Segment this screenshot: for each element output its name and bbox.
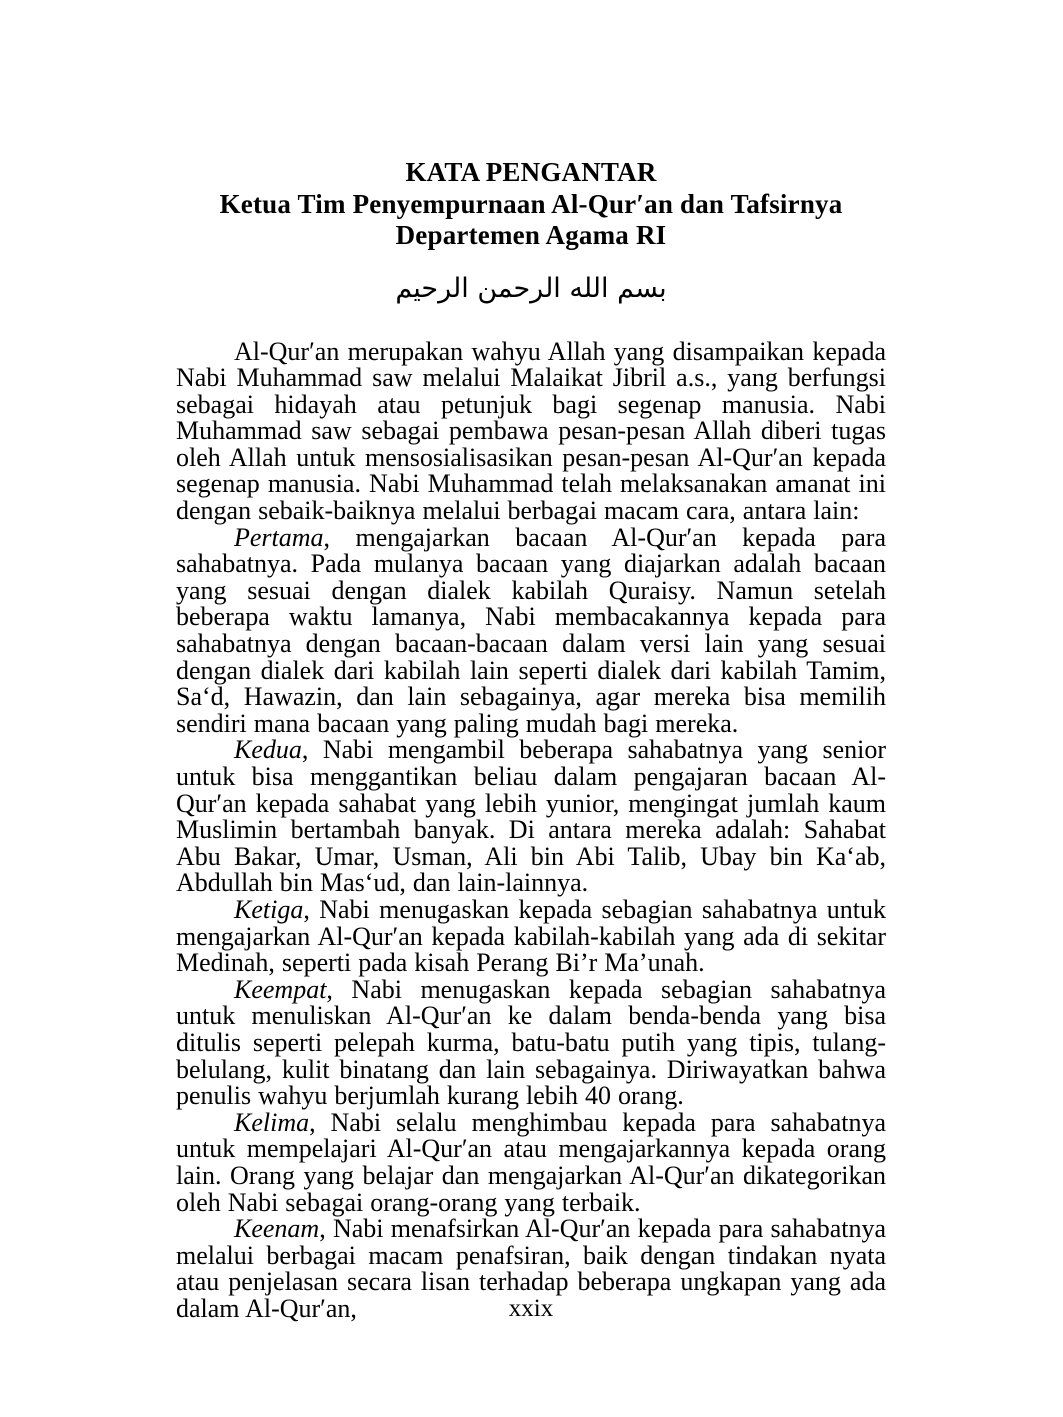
paragraph-body: , Nabi menugaskan kepada sebagian sahabatnya untuk mengajarkan Al-Qur′an kepada kabilah-kabilah yang ada di sekitar Medinah, seperti pada kisah Perang Bi’r Ma’unah.	[176, 894, 886, 978]
heading-institution: Departemen Agama RI	[395, 220, 667, 250]
heading-subtitle: Ketua Tim Penyempurnaan Al-Qur′an dan Tafsirnya	[219, 188, 843, 219]
paragraph-ketiga	[176, 894, 886, 978]
paragraph-lead: Kelima	[234, 1107, 310, 1137]
document-heading	[176, 157, 886, 252]
paragraph-kelima	[176, 1107, 886, 1217]
paragraph-body: , Nabi menafsirkan Al-Qur′an kepada para sahabatnya melalui berbagai macam penafsiran, baik dengan tindakan nyata atau penjelasan secara lisan terhadap beberapa ungkapan yang ada dalam Al-Qur′an,	[176, 1214, 886, 1323]
paragraph-body: Al-Qur′an merupakan wahyu Allah yang disampaikan kepada Nabi Muhammad saw melalui Malaikat Jibril a.s., yang berfungsi sebagai hidayah atau petunjuk bagi segenap manusia. Nabi Muhammad saw sebagai pembawa pesan-pesan Allah diberi tugas oleh Allah untuk mensosialisasikan pesan-pesan Al-Qur′an kepada segenap manusia. Nabi Muhammad telah melaksanakan amanat ini dengan sebaik-baiknya melalui berbagai macam cara, antara lain:	[176, 336, 886, 526]
paragraph-lead: Kedua	[234, 735, 302, 765]
page-content	[176, 157, 886, 1322]
paragraph-lead: Ketiga	[234, 894, 304, 924]
heading-title: KATA PENGANTAR	[405, 157, 657, 187]
paragraph-pertama	[176, 522, 886, 738]
page-footer	[176, 1295, 886, 1323]
paragraph-lead: Keempat	[234, 974, 327, 1004]
paragraph-kedua	[176, 737, 886, 897]
page-number: xxix	[508, 1295, 554, 1322]
paragraph-lead: Pertama	[234, 522, 324, 552]
bismillah-text: بسم الله الرحمن الرحيم	[395, 272, 667, 304]
paragraph-keempat	[176, 974, 886, 1111]
paragraph-body: , Nabi menugaskan kepada sebagian sahabatnya untuk menuliskan Al-Qur′an ke dalam benda-benda yang bisa ditulis seperti pelepah kurma, batu-batu putih yang tipis, tulang-belulang, kulit binatang dan lain sebagainya. Diriwayatkan bahwa penulis wahyu berjumlah kurang lebih 40 orang.	[176, 974, 886, 1111]
paragraph-lead: Keenam	[234, 1214, 320, 1244]
paragraph-body: , mengajarkan bacaan Al-Qur′an kepada para sahabatnya. Pada mulanya bacaan yang diajarkan adalah bacaan yang sesuai dengan dialek kabilah Quraisy. Namun setelah beberapa waktu lamanya, Nabi membacakannya kepada para sahabatnya dengan bacaan-bacaan dalam versi lain yang sesuai dengan dialek dari kabilah lain seperti dialek dari kabilah Tamim, Sa‘d, Hawazin, dan lain sebagainya, agar mereka bisa memilih sendiri mana bacaan yang paling mudah bagi mereka.	[176, 522, 886, 738]
paragraph-body: , Nabi selalu menghimbau kepada para sahabatnya untuk mempelajari Al-Qur′an atau mengajarkannya kepada orang lain. Orang yang belajar dan mengajarkan Al-Qur′an dikategorikan oleh Nabi sebagai orang-orang yang terbaik.	[176, 1107, 886, 1217]
body-text	[176, 336, 886, 1323]
paragraph-intro	[176, 336, 886, 526]
paragraph-body: , Nabi mengambil beberapa sahabatnya yang senior untuk bisa menggantikan beliau dalam pengajaran bacaan Al-Qur′an kepada sahabat yang lebih yunior, mengingat jumlah kaum Muslimin bertambah banyak. Di antara mereka adalah: Sahabat Abu Bakar, Umar, Usman, Ali bin Abi Talib, Ubay bin Ka‘ab, Abdullah bin Mas‘ud, dan lain-lainnya.	[176, 735, 886, 898]
